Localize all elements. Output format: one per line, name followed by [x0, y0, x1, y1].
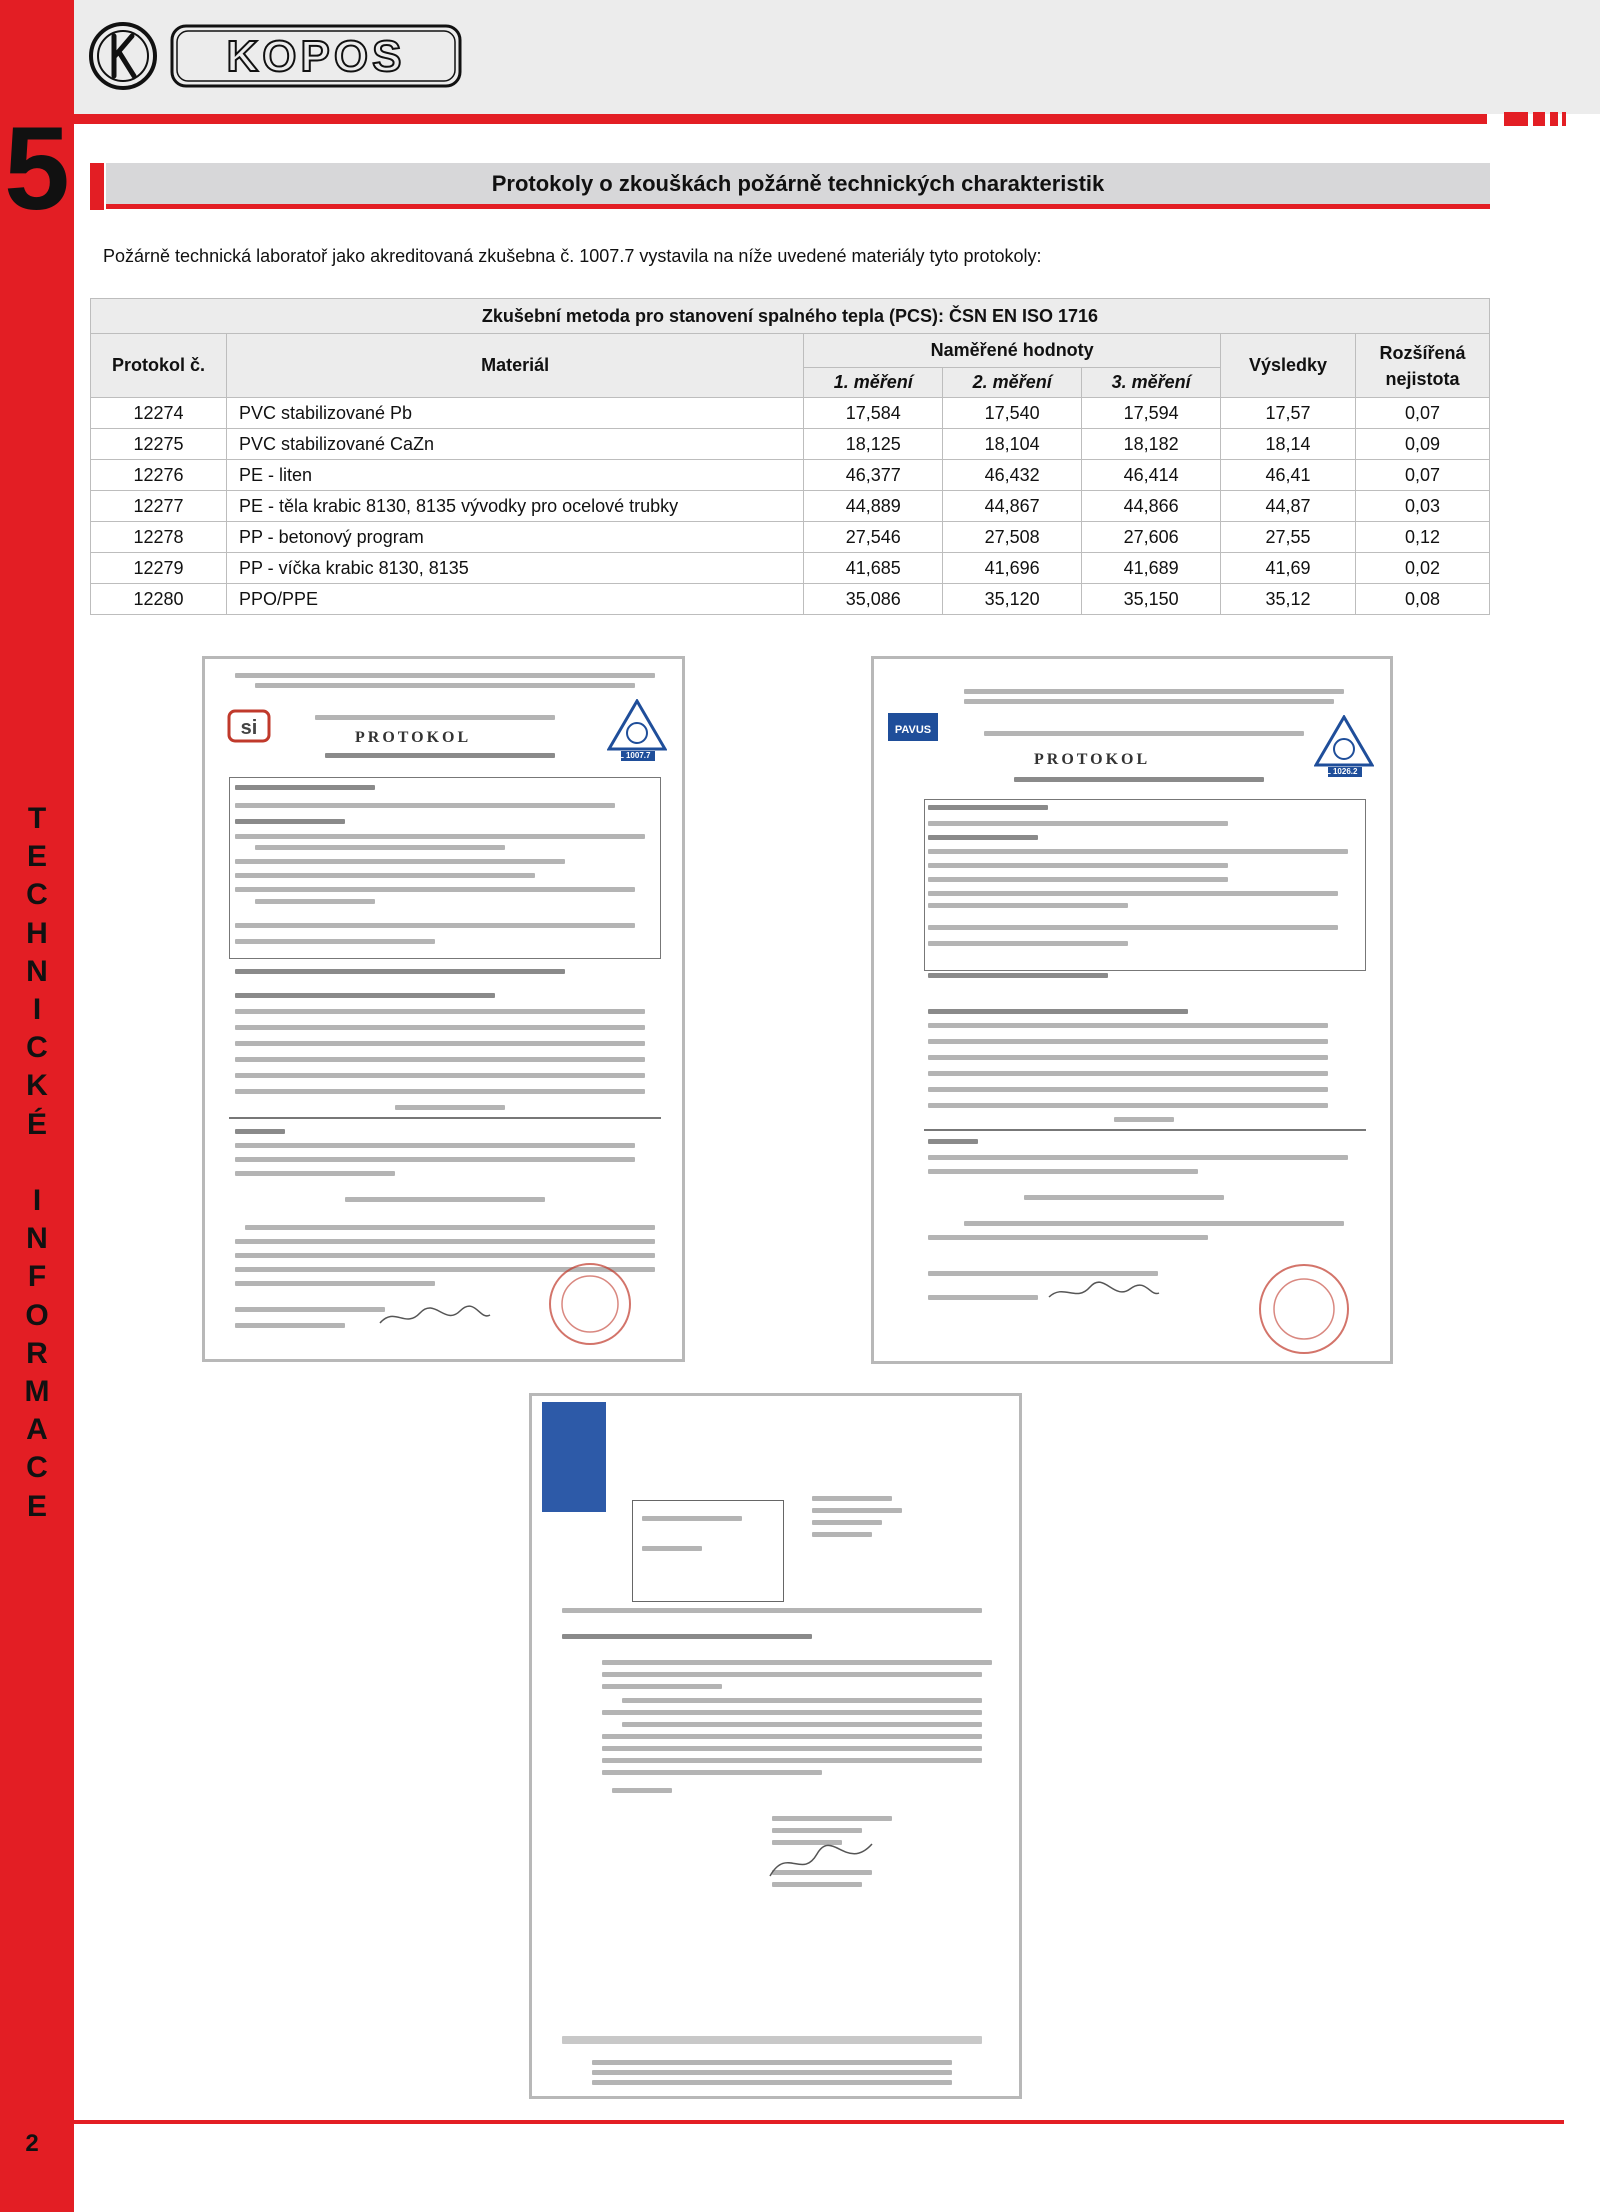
header-divider	[74, 114, 1487, 124]
svg-text:PAVUS: PAVUS	[894, 724, 932, 736]
table-row	[91, 522, 1490, 553]
cell-m2: 17,540	[943, 398, 1082, 429]
protocol-scan-2	[871, 656, 1393, 1364]
cell-uncertainty: 0,07	[1356, 398, 1490, 429]
cell-protocol: 12278	[91, 522, 227, 553]
table-row	[91, 584, 1490, 615]
cell-material: PE - liten	[226, 460, 803, 491]
cell-m3: 27,606	[1082, 522, 1221, 553]
cell-m1: 27,546	[804, 522, 943, 553]
vertical-letter: E	[26, 840, 47, 874]
cell-uncertainty: 0,08	[1356, 584, 1490, 615]
cell-result: 44,87	[1221, 491, 1356, 522]
vertical-letter: C	[26, 1451, 48, 1485]
cell-m1: 46,377	[804, 460, 943, 491]
vertical-letter: É	[26, 1107, 47, 1141]
table-row	[91, 398, 1490, 429]
vertical-letter: N	[26, 954, 48, 988]
cell-result: 41,69	[1221, 553, 1356, 584]
cell-m2: 41,696	[943, 553, 1082, 584]
cell-m3: 35,150	[1082, 584, 1221, 615]
cell-material: PP - betonový program	[226, 522, 803, 553]
cell-uncertainty: 0,07	[1356, 460, 1490, 491]
cell-result: 46,41	[1221, 460, 1356, 491]
vertical-letter: H	[26, 916, 48, 950]
cell-result: 17,57	[1221, 398, 1356, 429]
cell-protocol: 12276	[91, 460, 227, 491]
signature-icon	[375, 1301, 495, 1331]
pavus-logo-icon	[884, 703, 944, 753]
table-caption: Zkušební metoda pro stanovení spalného tepla (PCS): ČSN EN ISO 1716	[91, 299, 1490, 334]
kopos-emblem-icon	[88, 21, 158, 91]
table-row	[91, 460, 1490, 491]
protocol-scan-1	[202, 656, 685, 1362]
intro-text: Požárně technická laboratoř jako akreditovaná zkušebna č. 1007.7 vystavila na níže uvedené materiály tyto protokoly:	[103, 246, 1042, 266]
col-header-protocol: Protokol č.	[91, 334, 227, 398]
cell-m2: 35,120	[943, 584, 1082, 615]
csi-logo-icon	[227, 703, 273, 749]
vertical-letter: K	[26, 1069, 48, 1103]
title-accent	[90, 163, 104, 210]
cell-m3: 17,594	[1082, 398, 1221, 429]
cell-m2: 27,508	[943, 522, 1082, 553]
vertical-letter: F	[27, 1260, 47, 1294]
col-header-m2: 2. měření	[943, 368, 1082, 398]
vertical-letter-spacer	[0, 1144, 74, 1182]
table-row	[91, 429, 1490, 460]
svg-text:si: si	[240, 717, 258, 739]
letterhead-logo	[542, 1402, 606, 1512]
cell-result: 27,55	[1221, 522, 1356, 553]
vertical-letter: I	[32, 1184, 42, 1218]
cell-material: PVC stabilizované Pb	[226, 398, 803, 429]
stamp-icon	[1254, 1259, 1354, 1359]
cell-m3: 41,689	[1082, 553, 1221, 584]
vertical-section-title	[0, 800, 74, 1526]
cell-material: PPO/PPE	[226, 584, 803, 615]
cell-m3: 18,182	[1082, 429, 1221, 460]
cell-protocol: 12275	[91, 429, 227, 460]
vertical-letter: I	[32, 993, 42, 1027]
cell-m1: 41,685	[804, 553, 943, 584]
cell-m2: 46,432	[943, 460, 1082, 491]
vertical-letter: N	[26, 1222, 48, 1256]
col-header-m1: 1. měření	[804, 368, 943, 398]
signature-icon	[1044, 1277, 1164, 1307]
cell-uncertainty: 0,12	[1356, 522, 1490, 553]
vertical-letter: C	[26, 878, 48, 912]
table-row	[91, 491, 1490, 522]
vertical-letter: T	[27, 802, 47, 835]
vertical-letter: E	[26, 1489, 47, 1523]
kopos-logo	[88, 20, 462, 92]
cell-uncertainty: 0,03	[1356, 491, 1490, 522]
page-number: 2	[25, 2130, 39, 2157]
cell-material: PE - těla krabic 8130, 8135 vývodky pro ocelové trubky	[226, 491, 803, 522]
title-underline	[106, 204, 1490, 209]
results-table	[90, 298, 1490, 615]
col-header-material: Materiál	[226, 334, 803, 398]
cell-protocol: 12274	[91, 398, 227, 429]
col-header-m3: 3. měření	[1082, 368, 1221, 398]
vertical-letter: R	[26, 1336, 48, 1370]
chapter-number: 5	[4, 103, 70, 235]
signature-icon	[762, 1836, 882, 1886]
protocol-1-heading: PROTOKOL	[355, 729, 472, 746]
col-header-results: Výsledky	[1221, 334, 1356, 398]
protocol-2-badge: L 1026.2	[1326, 767, 1358, 776]
cell-m3: 46,414	[1082, 460, 1221, 491]
kopos-wordmark	[170, 24, 462, 88]
page-title: Protokoly o zkouškách požárně technických charakteristik	[491, 171, 1105, 196]
col-header-uncertainty: Rozšířená nejistota	[1356, 334, 1490, 398]
cell-m2: 44,867	[943, 491, 1082, 522]
cell-result: 18,14	[1221, 429, 1356, 460]
vertical-letter: M	[24, 1375, 50, 1409]
col-header-measured: Naměřené hodnoty	[804, 334, 1221, 368]
cell-m1: 18,125	[804, 429, 943, 460]
cell-m3: 44,866	[1082, 491, 1221, 522]
cell-result: 35,12	[1221, 584, 1356, 615]
cell-protocol: 12279	[91, 553, 227, 584]
vertical-letter: A	[26, 1413, 48, 1447]
vertical-letter: O	[25, 1298, 49, 1332]
cell-uncertainty: 0,02	[1356, 553, 1490, 584]
cell-material: PVC stabilizované CaZn	[226, 429, 803, 460]
cell-material: PP - víčka krabic 8130, 8135	[226, 553, 803, 584]
protocol-2-heading: PROTOKOL	[1034, 751, 1151, 768]
certification-logos	[562, 2036, 982, 2044]
cell-m1: 44,889	[804, 491, 943, 522]
cell-m1: 17,584	[804, 398, 943, 429]
cell-uncertainty: 0,09	[1356, 429, 1490, 460]
stamp-icon	[545, 1259, 635, 1349]
protocol-1-badge: L 1007.7	[619, 751, 651, 760]
logo-text: KOPOS	[226, 32, 406, 81]
vertical-letter: C	[26, 1031, 48, 1065]
cell-protocol: 12277	[91, 491, 227, 522]
cell-m1: 35,086	[804, 584, 943, 615]
cell-m2: 18,104	[943, 429, 1082, 460]
table-row	[91, 553, 1490, 584]
cell-protocol: 12280	[91, 584, 227, 615]
footer-divider	[74, 2120, 1564, 2124]
certificate-letter-scan	[529, 1393, 1022, 2099]
